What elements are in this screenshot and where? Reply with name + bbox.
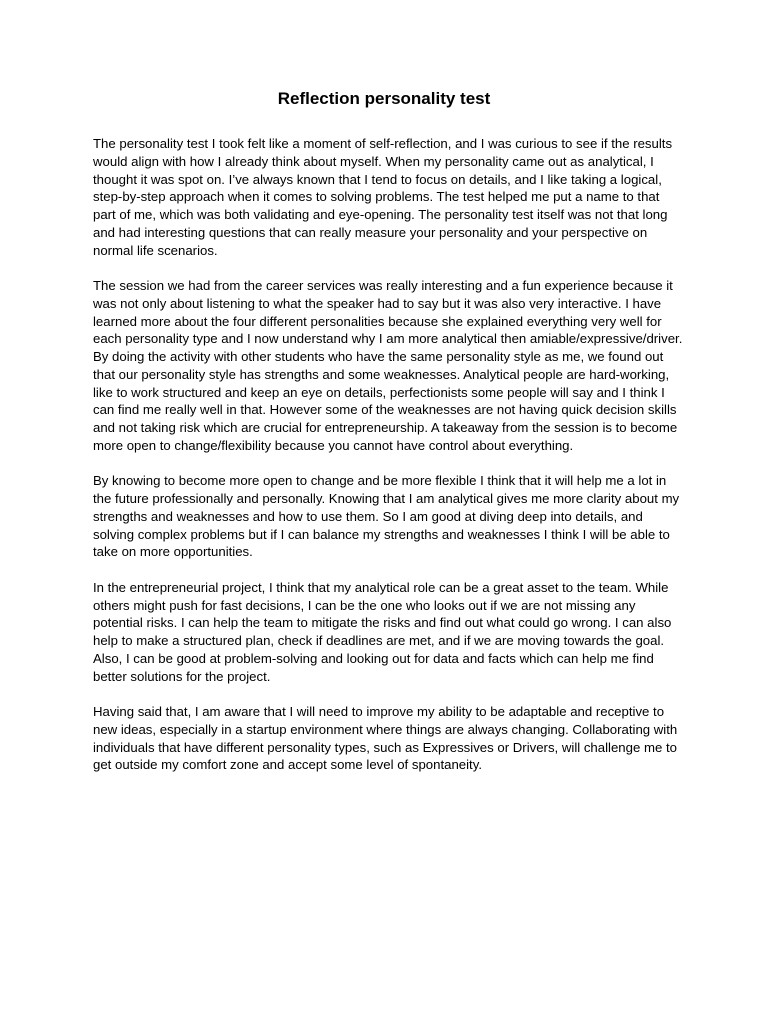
paragraph-2: The session we had from the career services was really interesting and a fun experience because it was not only about listening to what the speaker had to say but it was also very interactive. I have learned more about the four different personalities because she explained everything very well for each personality type and I now understand why I am more analytical then amiable/expressive/driver. By doing the activity with other students who have the same personality style as me, we found out that our personality style has strengths and some weaknesses. Analytical people are hard-working, like to work structured and keep an eye on details, perfectionists some people will say and I think I can find me really well in that. However some of the weaknesses are not having quick decision skills and not taking risk which are crucial for entrepreneurship. A takeaway from the session is to become more open to change/flexibility because you cannot have control about everything.	[93, 278, 683, 453]
paragraph-4: In the entrepreneurial project, I think that my analytical role can be a great asset to the team. While others might push for fast decisions, I can be the one who looks out if we are not missing any potential risks. I can help the team to mitigate the risks and find out what could go wrong. I can also help to make a structured plan, check if deadlines are met, and if we are moving towards the goal. Also, I can be good at problem-solving and looking out for data and facts which can help me find better solutions for the project.	[93, 579, 672, 684]
paragraph-1: The personality test I took felt like a moment of self-reflection, and I was curious to see if the results would align with how I already think about myself. When my personality came out as analytical, I thought it was spot on. I’ve always known that I tend to focus on details, and I like taking a logical, step-by-step approach when it comes to solving problems. The test helped me put a name to that part of me, which was both validating and eye-opening. The personality test itself was not that long and had interesting questions that can really measure your personality and your perspective on normal life scenarios.	[93, 136, 673, 258]
paragraph-3: By knowing to become more open to change and be more flexible I think that it will help me a lot in the future professionally and personally. Knowing that I am analytical gives me more clarity about my strengths and weaknesses and how to use them. So I am good at diving deep into details, and solving complex problems but if I can balance my strengths and weaknesses I think I will be able to take on more opportunities.	[93, 473, 680, 560]
document-title: Reflection personality test	[277, 89, 491, 108]
document-body	[93, 135, 685, 792]
paragraph-5: Having said that, I am aware that I will need to improve my ability to be adaptable and receptive to new ideas, especially in a startup environment where things are always changing. Collaborating with individuals that have different personality types, such as Expressives or Drivers, will challenge me to get outside my comfort zone and accept some level of spontaneity.	[93, 704, 678, 773]
